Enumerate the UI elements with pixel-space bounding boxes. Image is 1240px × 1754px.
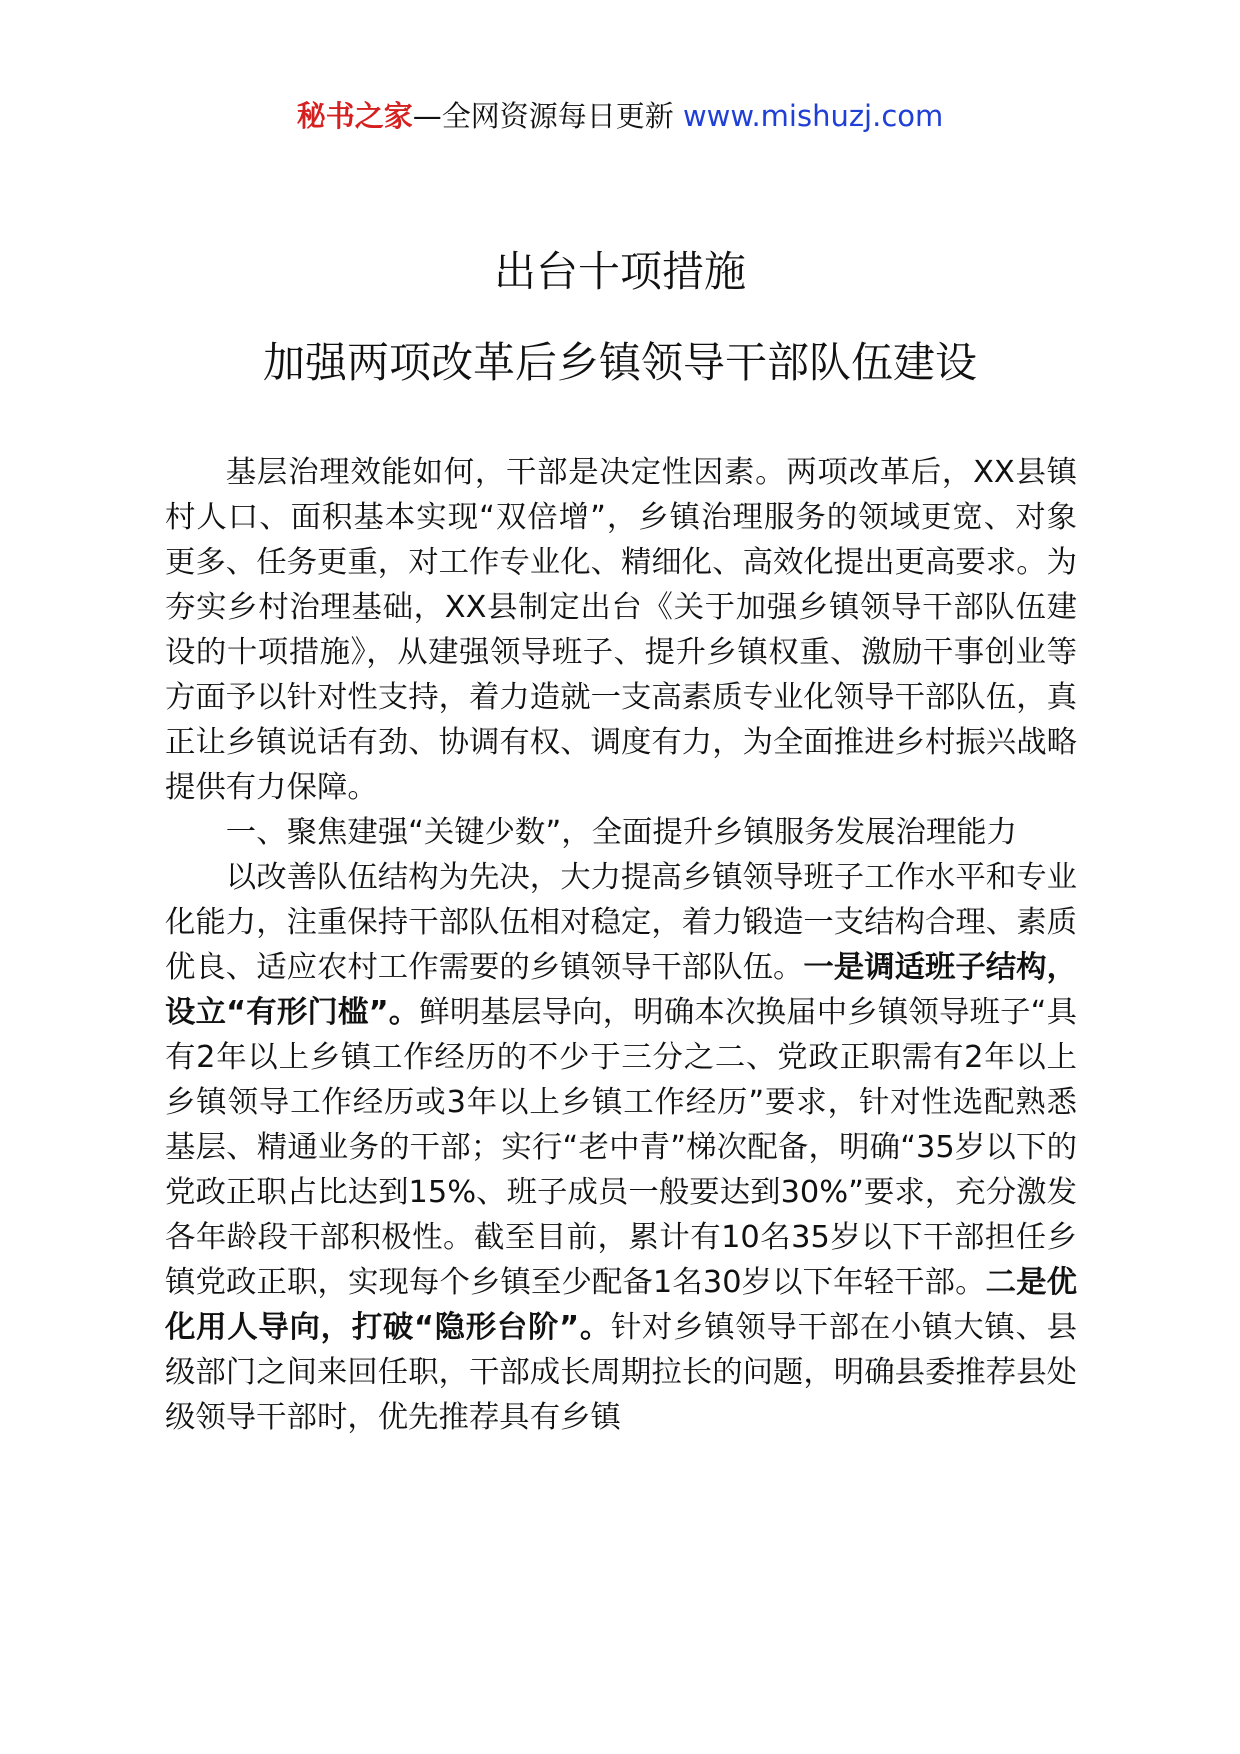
measure-1-heading: 一是调适班子结构，设立“有形门槛”。 bbox=[165, 950, 1077, 1030]
brand-name: 秘书之家 bbox=[296, 99, 413, 133]
section-heading-1: 一、聚焦建强“关键少数”，全面提升乡镇服务发展治理能力 bbox=[225, 815, 1018, 850]
measure-2-heading: 二是优化用人导向，打破“隐形台阶”。 bbox=[165, 1265, 1077, 1345]
document-title-line-1: 出台十项措施 bbox=[493, 247, 746, 296]
section-1-intro-text: 以改善队伍结构为先决，大力提高乡镇领导班子工作水平和专业化能力，注重保持干部队伍相对稳定，着力锻造一支结构合理、素质优良、适应农村工作需要的乡镇领导干部队伍。 bbox=[165, 860, 1077, 985]
measure-2-text: 针对乡镇领导干部在小镇大镇、县级部门之间来回任职，干部成长周期拉长的问题，明确县委推荐县处级领导干部时，优先推荐具有乡镇 bbox=[165, 1310, 1077, 1435]
website-link[interactable]: www.mishuzj.com bbox=[682, 99, 944, 133]
banner-tagline: —全网资源每日更新 bbox=[412, 99, 683, 133]
document-body bbox=[165, 450, 1077, 1440]
document-title-line-2: 加强两项改革后乡镇领导干部队伍建设 bbox=[262, 338, 977, 387]
intro-paragraph: 基层治理效能如何，干部是决定性因素。两项改革后，XX县镇村人口、面积基本实现“双倍增”，乡镇治理服务的领域更宽、对象更多、任务更重，对工作专业化、精细化、高效化提出更高要求。为夯实乡村治理基础，XX县制定出台《关于加强乡镇领导干部队伍建设的十项措施》，从建强领导班子、提升乡镇权重、激励干事创业等方面予以针对性支持，着力造就一支高素质专业化领导干部队伍，真正让乡镇说话有劲、协调有权、调度有力，为全面推进乡村振兴战略提供有力保障。 bbox=[165, 455, 1077, 805]
header-banner bbox=[0, 96, 1240, 136]
measure-1-text: 鲜明基层导向，明确本次换届中乡镇领导班子“具有2年以上乡镇工作经历的不少于三分之二、党政正职需有2年以上乡镇领导工作经历或3年以上乡镇工作经历”要求，针对性选配熟悉基层、精通业务的干部；实行“老中青”梯次配备，明确“35岁以下的党政正职占比达到15%、班子成员一般要达到30%”要求，充分激发各年龄段干部积极性。截至目前，累计有10名35岁以下干部担任乡镇党政正职，实现每个乡镇至少配备1名30岁以下年轻干部。 bbox=[165, 995, 1077, 1300]
section-1-paragraph bbox=[165, 855, 1077, 1440]
